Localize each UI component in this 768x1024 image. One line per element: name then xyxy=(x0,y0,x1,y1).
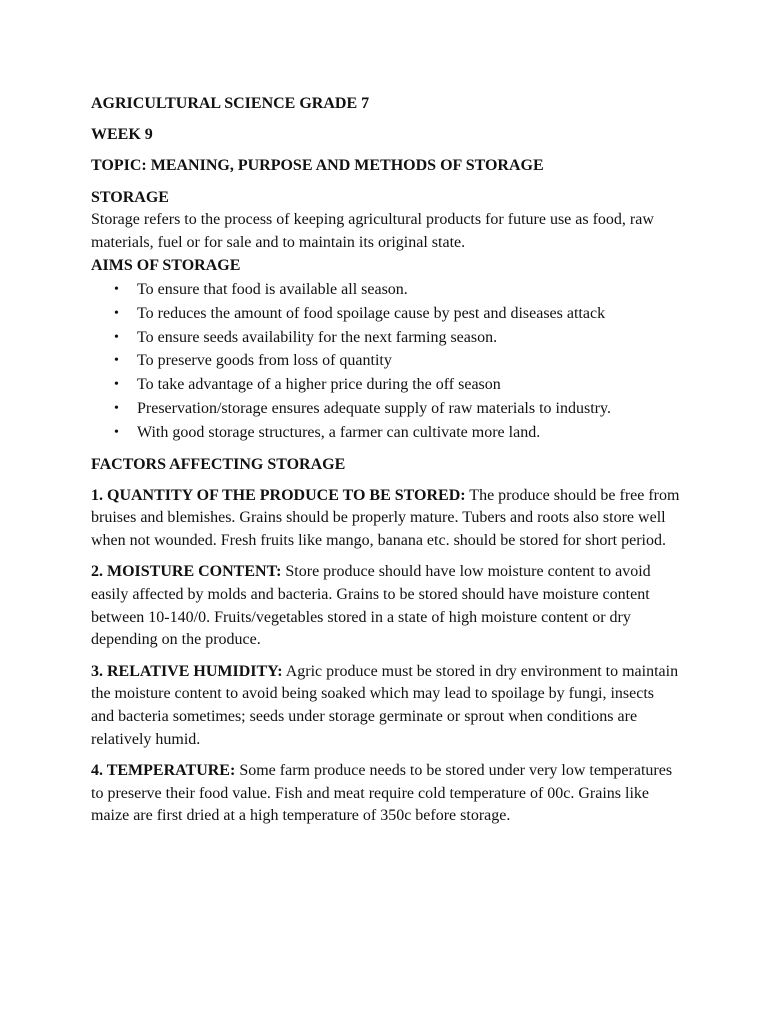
factor-label: 4. TEMPERATURE: xyxy=(91,762,236,780)
list-item xyxy=(91,349,681,373)
aims-heading: AIMS OF STORAGE xyxy=(91,257,241,274)
list-item xyxy=(91,421,681,445)
document-page xyxy=(91,92,681,837)
factor-paragraph xyxy=(91,661,681,751)
bullet-icon: • xyxy=(114,353,119,369)
list-item xyxy=(91,397,681,421)
document-title: AGRICULTURAL SCIENCE GRADE 7 xyxy=(91,95,370,112)
factor-paragraph xyxy=(91,485,681,553)
bullet-icon: • xyxy=(114,329,119,345)
factor-paragraph xyxy=(91,760,681,828)
storage-definition: Storage refers to the process of keeping agricultural products for future use as food, raw materials, fuel or for sale and to maintain its original state. xyxy=(91,211,654,251)
factor-text: Some farm produce needs to be stored under very low temperatures to preserve their food value. Fish and meat require cold temperature of 00c. Grains like maize are first dried at a high temperature of 350c before storage. xyxy=(91,762,673,825)
aim-text: With good storage structures, a farmer can cultivate more land. xyxy=(137,423,541,441)
aims-list xyxy=(91,278,681,445)
list-item xyxy=(91,326,681,350)
bullet-icon: • xyxy=(114,377,119,393)
factor-label: 1. QUANTITY OF THE PRODUCE TO BE STORED: xyxy=(91,486,466,504)
factors-heading: FACTORS AFFECTING STORAGE xyxy=(91,455,346,473)
aim-text: Preservation/storage ensures adequate supply of raw materials to industry. xyxy=(137,399,611,417)
storage-heading: STORAGE xyxy=(91,189,169,206)
factor-label: 2. MOISTURE CONTENT: xyxy=(91,563,282,581)
topic-heading: TOPIC: MEANING, PURPOSE AND METHODS OF STORAGE xyxy=(91,157,544,174)
aim-text: To reduces the amount of food spoilage cause by pest and diseases attack xyxy=(137,304,606,322)
factor-text: Store produce should have low moisture content to avoid easily affected by molds and bacteria. Grains to be stored should have moisture content between 10-140/0. Fruits/vegetables stored in a state of high moisture content or dry depending on the produce. xyxy=(91,563,651,649)
factor-text: The produce should be free from bruises and blemishes. Grains should be properly mature. Tubers and roots also store well when not wounded. Fresh fruits like mango, banana etc. should be stored for short period. xyxy=(91,486,680,549)
factor-paragraph xyxy=(91,561,681,651)
factor-text: Agric produce must be stored in dry environment to maintain the moisture content to avoid being soaked which may lead to spoilage by fungi, insects and bacteria sometimes; seeds under storage germinate or sprout when conditions are relatively humid. xyxy=(91,662,679,748)
list-item xyxy=(91,373,681,397)
aim-text: To ensure seeds availability for the next farming season. xyxy=(137,328,498,346)
aim-text: To ensure that food is available all season. xyxy=(137,281,408,298)
bullet-icon: • xyxy=(114,282,119,297)
factor-label: 3. RELATIVE HUMIDITY: xyxy=(91,662,283,680)
bullet-icon: • xyxy=(114,424,119,440)
list-item xyxy=(91,278,681,302)
list-item xyxy=(91,302,681,326)
aim-text: To take advantage of a higher price during the off season xyxy=(137,376,501,394)
bullet-icon: • xyxy=(114,400,119,416)
week-label: WEEK 9 xyxy=(91,126,153,143)
bullet-icon: • xyxy=(114,305,119,321)
aim-text: To preserve goods from loss of quantity xyxy=(137,352,392,370)
